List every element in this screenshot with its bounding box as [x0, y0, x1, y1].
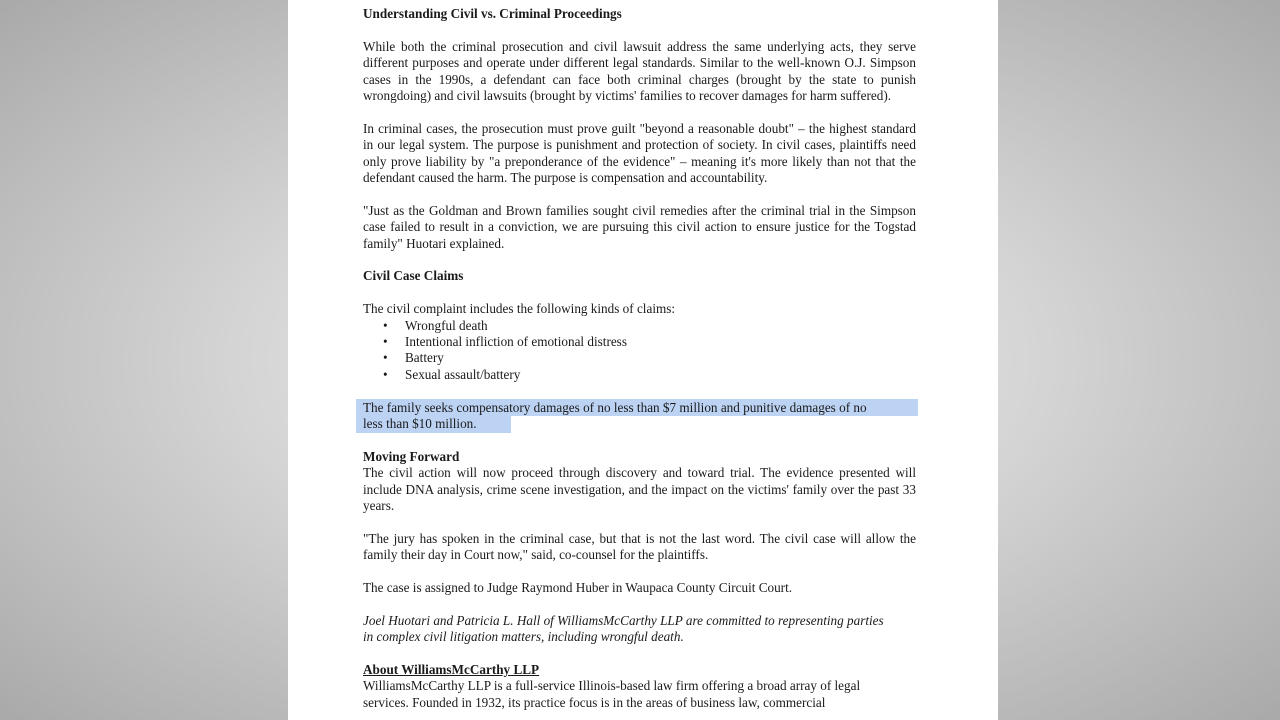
paragraph-judge: The case is assigned to Judge Raymond Huber in Waupaca County Circuit Court. — [363, 580, 793, 596]
damages-line-1: The family seeks compensatory damages of no less than $7 million and punitive damages of no — [363, 399, 867, 415]
list-item: • Wrongful death — [363, 318, 916, 334]
list-item: • Intentional infliction of emotional distress — [363, 334, 916, 350]
about-line-1: WilliamsMcCarthy LLP is a full-service Illinois-based law firm offering a broad array of legal — [363, 678, 861, 694]
list-item: • Battery — [363, 350, 916, 366]
section-heading-civil-vs-criminal: Understanding Civil vs. Criminal Proceedings — [363, 6, 622, 21]
section-heading-civil-case-claims: Civil Case Claims — [363, 268, 464, 284]
claims-list — [363, 318, 916, 384]
paragraph-huotari-quote: "Just as the Goldman and Brown families sought civil remedies after the criminal trial in the Simpson case failed to result in a conviction, we are pursuing this civil action to ensure justice for the Togstad family" Huotari explained. — [363, 202, 916, 251]
document-page — [288, 0, 998, 720]
paragraph-standards: While both the criminal prosecution and civil lawsuit address the same underlying acts, they serve different purposes and operate under different legal standards. Similar to the well-known O.J. Simpson cases in the 1990s, a defendant can face both criminal charges (brought by the state to punish wrongdoing) and civil lawsuits (brought by victims' families to recover damages for harm suffered). — [363, 38, 916, 104]
section-heading-about-firm: About WilliamsMcCarthy LLP — [363, 662, 540, 678]
section-heading-moving-forward: Moving Forward — [363, 448, 460, 464]
paragraph-burden-of-proof: In criminal cases, the prosecution must prove guilt "beyond a reasonable doubt" – the highest standard in our legal system. The purpose is punishment and protection of society. In civil cases, plaintiffs need only prove liability by "a preponderance of the evidence" – meaning it's more likely than not that the defendant caused the harm. The purpose is compensation and accountability. — [363, 120, 916, 186]
about-line-2: services. Founded in 1932, its practice focus is in the areas of business law, commercial — [363, 694, 826, 710]
paragraph-discovery: The civil action will now proceed through discovery and toward trial. The evidence presented will include DNA analysis, crime scene investigation, and the impact on the victims' family over the past 33 years. — [363, 465, 916, 514]
highlighted-selection-damages[interactable] — [363, 400, 916, 433]
italic-firm-line-2: in complex civil litigation matters, including wrongful death. — [363, 629, 684, 645]
list-item: • Sexual assault/battery — [363, 367, 916, 383]
italic-firm-line-1: Joel Huotari and Patricia L. Hall of WilliamsMcCarthy LLP are committed to representing parties — [363, 612, 884, 628]
paragraph-jury-quote: "The jury has spoken in the criminal case, but that is not the last word. The civil case will allow the family their day in Court now," said, co-counsel for the plaintiffs. — [363, 530, 916, 563]
claims-intro: The civil complaint includes the following kinds of claims: — [363, 301, 676, 317]
damages-line-2: less than $10 million. — [363, 416, 477, 432]
document-body — [363, 6, 916, 711]
